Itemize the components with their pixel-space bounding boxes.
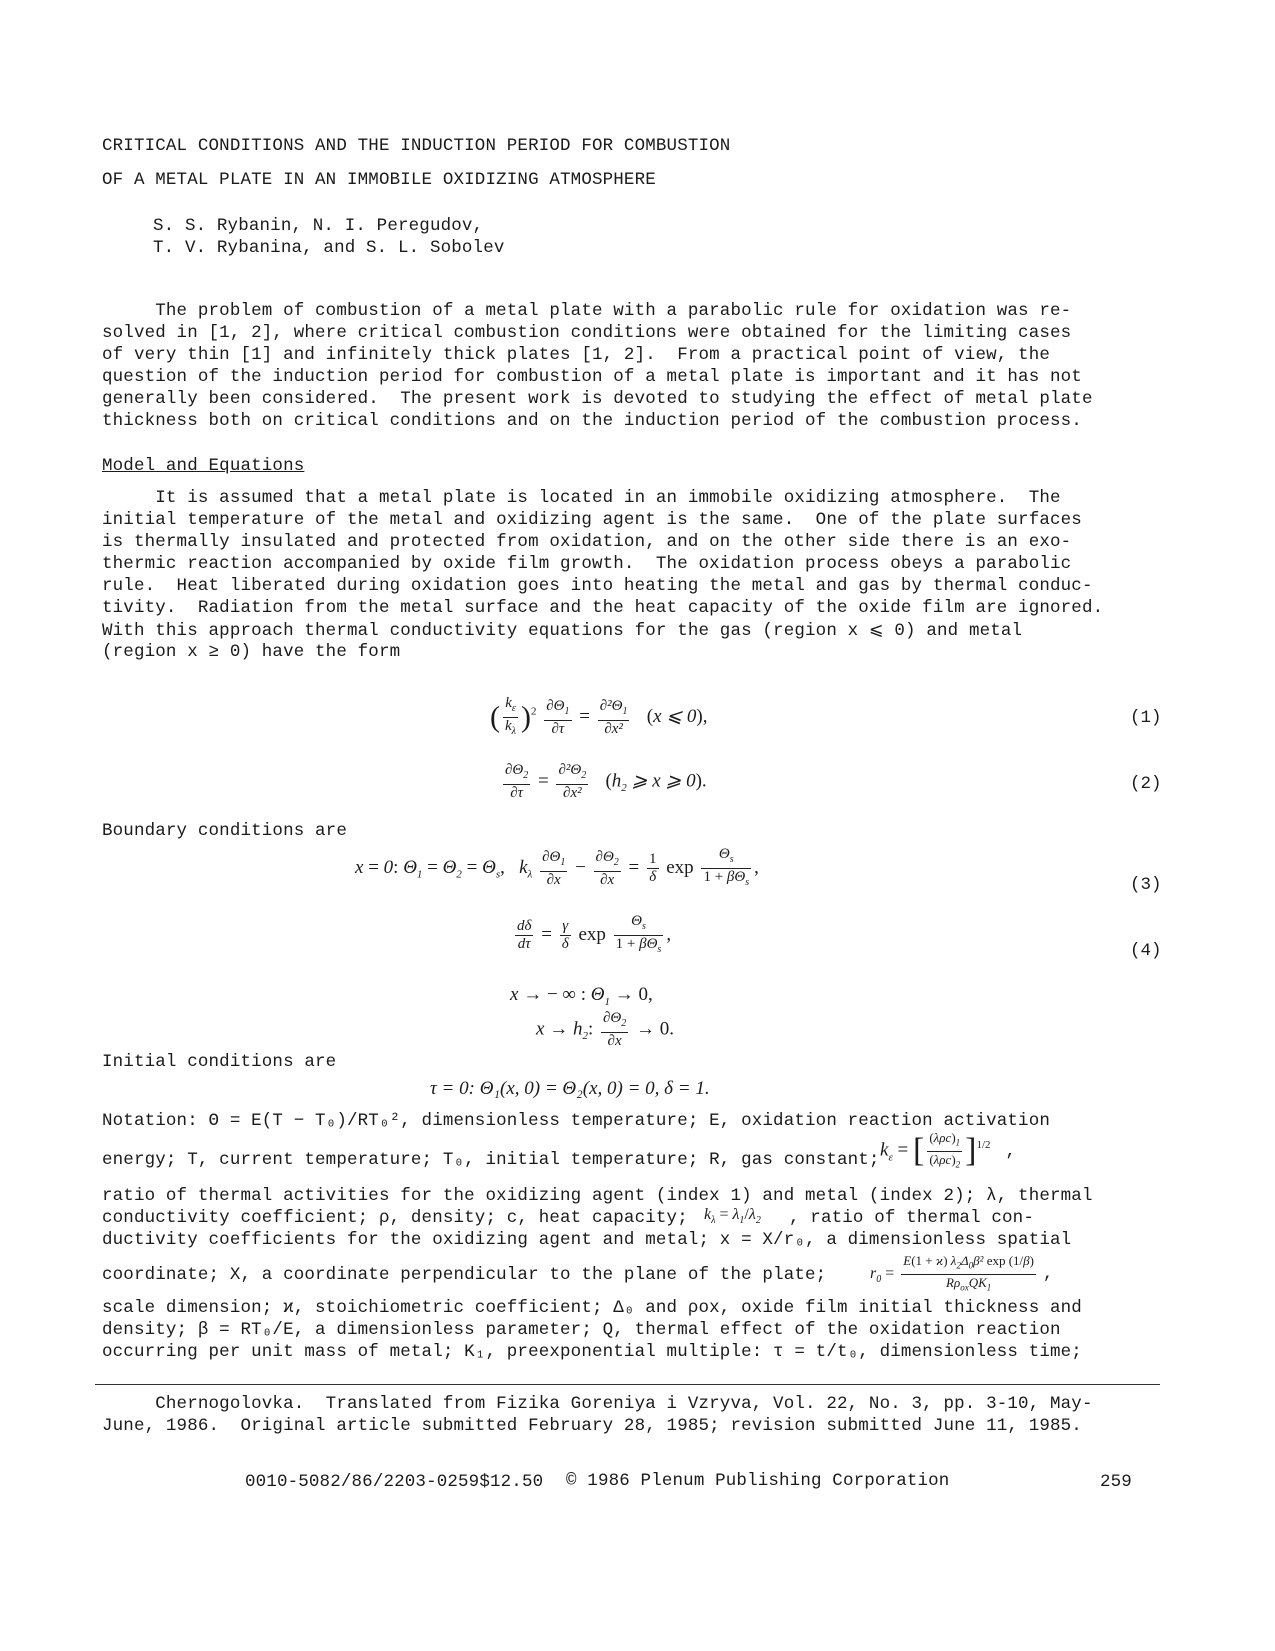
authors-line-2: T. V. Rybanina, and S. L. Sobolev xyxy=(153,238,505,258)
paragraph-line: initial temperature of the metal and oxidizing agent is the same. One of the plate surfaces xyxy=(102,510,1082,530)
r0-formula: $r_0$ = $\frac{E(1 + ϰ) \lambda_2\Delta_0\beta^2 \exp (1/\beta)}{R\rho_{ox}QK_1}$ , xyxy=(870,1253,1054,1293)
notation-line-4: conductivity coefficient; ρ, density; c, heat capacity; xyxy=(102,1208,688,1228)
notation-line-8: density; β = RT₀/E, a dimensionless parameter; Q, thermal effect of the oxidation reaction xyxy=(102,1320,1061,1340)
abstract-line: generally been considered. The present work is devoted to studying the effect of metal plate xyxy=(102,389,1093,409)
plate-edge-condition: $x \to h_2$: $\frac{\partial\Theta_2}{\partial x}$ → 0. xyxy=(536,1010,674,1049)
equation-number-1: (1) xyxy=(1130,708,1162,728)
copyright-notice: © 1986 Plenum Publishing Corporation xyxy=(566,1471,950,1491)
equation-number-3: (3) xyxy=(1130,875,1162,895)
abstract-line: thickness both on critical conditions and on the induction period of the combustion process. xyxy=(102,411,1082,431)
notation-line-1: Notation: Θ = E(T − T₀)/RT₀², dimensionless temperature; E, oxidation reaction activation xyxy=(102,1111,1051,1131)
paragraph-line: (region x ≥ 0) have the form xyxy=(102,642,401,662)
title-line-2: OF A METAL PLATE IN AN IMMOBILE OXIDIZING ATMOSPHERE xyxy=(102,170,656,190)
footnote-line-2: June, 1986. Original article submitted February 28, 1985; revision submitted June 11, 1985. xyxy=(102,1416,1082,1436)
far-field-condition: x → − ∞ : $\Theta_1 \to 0$, xyxy=(510,984,653,1008)
notation-line-4-suffix: , ratio of thermal con- xyxy=(789,1208,1034,1228)
section-heading: Model and Equations xyxy=(102,456,305,476)
k-epsilon-formula: $k_\varepsilon$ = [ $\frac{(\lambda\rho c)_1}{(\lambda\rho c)_2}$ ]$^{1/2}$ , xyxy=(880,1130,1016,1170)
equation-3: x = 0: $\Theta_1 = \Theta_2 = \Theta_s$, $k_\lambda$ $\frac{\partial\Theta_1}{\partial x}$ − $\frac{\partial\Theta_2}{\partial x}$ = $\frac{1}{\delta}$ exp $\frac{\Theta_s}{1 + \beta\Theta_s}$ , xyxy=(355,846,759,888)
page-number: 259 xyxy=(1100,1472,1132,1492)
boundary-label: Boundary conditions are xyxy=(102,821,347,841)
paragraph-line: is thermally insulated and protected from oxidation, and on the other side there is an exo- xyxy=(102,532,1072,552)
abstract-line: solved in [1, 2], where critical combustion conditions were obtained for the limiting cases xyxy=(102,323,1072,343)
equation-4: $\frac{d\delta}{d\tau}$ = $\frac{\gamma}{\delta}$ exp $\frac{\Theta_s}{1 + \beta\Theta_s}$ , xyxy=(517,913,672,955)
notation-line-2: energy; T, current temperature; T₀, initial temperature; R, gas constant; xyxy=(102,1150,880,1170)
initial-condition: τ = 0: Θ₁(x, 0) = Θ₂(x, 0) = 0, δ = 1. xyxy=(430,1078,710,1099)
abstract-line: of very thin [1] and infinitely thick plates [1, 2]. From a practical point of view, the xyxy=(102,345,1051,365)
paragraph-line: tivity. Radiation from the metal surface and the heat capacity of the oxide film are ignored. xyxy=(102,598,1104,618)
equation-number-4: (4) xyxy=(1130,941,1162,961)
equation-2: $\frac{\partial\Theta_2}{\partial\tau}$ = $\frac{\partial^2\Theta_2}{\text{∂x²}}$ ($h_2$ ⩾ x ⩾ 0). xyxy=(505,762,707,801)
authors-line-1: S. S. Rybanin, N. I. Peregudov, xyxy=(153,216,484,236)
paragraph-line: rule. Heat liberated during oxidation goes into heating the metal and gas by thermal conduc- xyxy=(102,576,1093,596)
k-lambda-formula: $k_\lambda = \lambda_1/\lambda_2$ xyxy=(704,1206,761,1227)
notation-line-6: coordinate; X, a coordinate perpendicular to the plane of the plate; xyxy=(102,1265,827,1285)
publication-code: 0010-5082/86/2203-0259$12.50 xyxy=(245,1472,544,1492)
notation-line-3: ratio of thermal activities for the oxidizing agent (index 1) and metal (index 2); λ, thermal xyxy=(102,1186,1093,1206)
abstract-line: question of the induction period for combustion of a metal plate is important and it has not xyxy=(102,367,1082,387)
equation-number-2: (2) xyxy=(1130,774,1162,794)
abstract-line: The problem of combustion of a metal plate with a parabolic rule for oxidation was re- xyxy=(102,301,1072,321)
initial-label: Initial conditions are xyxy=(102,1052,337,1072)
paragraph-line: It is assumed that a metal plate is located in an immobile oxidizing atmosphere. The xyxy=(102,488,1061,508)
paragraph-line: thermic reaction accompanied by oxide film growth. The oxidation process obeys a parabolic xyxy=(102,554,1072,574)
notation-line-9: occurring per unit mass of metal; K₁, preexponential multiple: τ = t/t₀, dimensionless time; xyxy=(102,1342,1082,1362)
notation-line-7: scale dimension; ϰ, stoichiometric coefficient; Δ₀ and ρox, oxide film initial thickness and xyxy=(102,1298,1082,1318)
footnote-divider xyxy=(95,1384,1160,1385)
notation-line-5: ductivity coefficients for the oxidizing agent and metal; x = X/r₀, a dimensionless spatial xyxy=(102,1230,1072,1250)
paragraph-line: With this approach thermal conductivity equations for the gas (region x ⩽ 0) and metal xyxy=(102,621,1023,641)
footnote-line-1: Chernogolovka. Translated from Fizika Goreniya i Vzryva, Vol. 22, No. 3, pp. 3-10, May- xyxy=(102,1394,1093,1414)
equation-1: ( $\frac{k_\varepsilon}{k_\lambda}$ )$^2$ $\frac{\partial\Theta_1}{\partial\tau}$ = $\frac{\partial^2\Theta_1}{\text{∂x²}}$ (x ⩽ 0), xyxy=(490,695,708,737)
title-line-1: CRITICAL CONDITIONS AND THE INDUCTION PERIOD FOR COMBUSTION xyxy=(102,136,731,156)
